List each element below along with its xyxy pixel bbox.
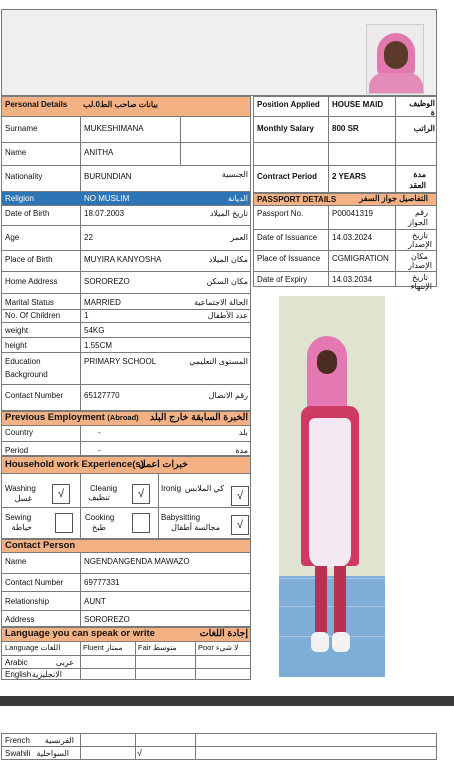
ironing-checkbox[interactable]: √: [231, 486, 249, 506]
language-title-ar: إجادة اللغات: [199, 628, 248, 639]
expiry-date-value: 14.03.2034: [332, 275, 373, 284]
personal-details-title-ar: بيانات صاحب الط0.لب: [83, 100, 158, 109]
page-break-bar: [0, 696, 454, 706]
nationality-label: Nationality: [5, 172, 43, 181]
employment-country-value: -: [98, 428, 101, 437]
passport-photo: [366, 24, 424, 94]
babysitting-label-ar: مجالسة أطفال: [171, 523, 220, 532]
household-title-ar: خبرات اعمل: [138, 459, 188, 470]
age-label-ar: العمر: [230, 233, 248, 242]
religion-label: Religion: [5, 194, 34, 203]
address-label-ar: مكان السكن: [206, 277, 248, 286]
full-body-photo: [279, 296, 385, 677]
name-value: ANITHA: [84, 148, 114, 157]
cooking-label: Cooking: [85, 513, 115, 522]
contract-period-ar1: مدة: [413, 170, 426, 179]
contact-person-number-label: Contact Number: [5, 578, 64, 587]
issuance-place-value: CGMIGRATION: [332, 254, 389, 263]
contact-person-title: Contact Person: [5, 540, 76, 551]
issuance-date-value: 14.03.2024: [332, 233, 373, 242]
pob-label: Place of Birth: [5, 255, 53, 264]
fair-col-header: Fair متوسط: [138, 643, 177, 652]
children-label-ar: عدد الأطفال: [207, 311, 248, 320]
expiry-date-ar2: الإنتهاء: [410, 282, 432, 291]
height-value: 1.55CM: [84, 341, 113, 350]
dob-label-ar: تاريخ الميلاد: [209, 209, 248, 218]
contact-label: Contact Number: [5, 391, 64, 400]
passport-no-ar1: رقم: [414, 208, 428, 217]
ironing-label: Ironig: [161, 484, 182, 493]
expiry-date-label: Date of Expiry: [257, 275, 308, 284]
sewing-label-ar: خياطة: [11, 523, 32, 532]
swahili-label-ar: السواحلية: [36, 749, 69, 758]
cooking-checkbox[interactable]: [132, 513, 150, 533]
household-title: Household work Experience(s): [5, 459, 144, 470]
issuance-date-ar1: تاريخ: [412, 231, 428, 240]
passport-no-label: Passport No.: [257, 209, 304, 218]
contact-person-name-label: Name: [5, 557, 27, 566]
contact-person-number-value: 69777331: [84, 578, 120, 587]
employment-period-value: -: [98, 446, 101, 455]
contact-person-name-value: NGENDANGENDA MAWAZO: [84, 557, 190, 566]
salary-label-ar: الراتب: [413, 124, 435, 133]
contract-period-ar2: العقد: [409, 181, 426, 190]
position-applied-value: HOUSE MAID: [332, 100, 384, 109]
passport-title-ar: التفاصيل جواز السفر: [359, 194, 428, 203]
passport-no-value: P00041319: [332, 209, 373, 218]
contact-person-address-label: Address: [5, 615, 35, 624]
contract-period-value: 2 YEARS: [332, 172, 367, 181]
age-value: 22: [84, 233, 93, 242]
salary-label: Monthly Salary: [257, 124, 314, 133]
pob-label-ar: مكان الميلاد: [208, 255, 248, 264]
weight-label: weight: [5, 326, 29, 335]
english-label: English: [5, 670, 32, 679]
issuance-place-ar2: الإصدار: [408, 261, 432, 270]
contact-person-relation-value: AUNT: [84, 597, 106, 606]
children-value: 1: [84, 311, 89, 320]
pob-value: MUYIRA KANYOSHA: [84, 255, 162, 264]
arabic-label-ar: عربى: [55, 658, 74, 667]
issuance-place-ar1: مكان: [410, 252, 428, 261]
sewing-checkbox[interactable]: [55, 513, 73, 533]
weight-value: 54KG: [84, 326, 105, 335]
cleaning-label: Cleanig: [90, 484, 118, 493]
religion-value: NO MUSLIM: [84, 194, 130, 203]
religion-label-ar: الديانة: [227, 194, 248, 203]
english-label-ar: الانجليزية: [31, 670, 62, 679]
employment-period-label: Period: [5, 446, 29, 455]
cleaning-checkbox[interactable]: √: [132, 484, 150, 504]
surname-label: Surname: [5, 124, 38, 133]
french-label: French: [5, 736, 30, 745]
french-label-ar: الفرنسية: [44, 736, 74, 745]
employment-period-ar: مدة: [235, 446, 248, 455]
washing-label: Washing: [5, 484, 36, 493]
contact-person-address-value: SOROREZO: [84, 615, 130, 624]
previous-employment-title: Previous Employment (Abroad): [5, 412, 139, 423]
height-label: height: [5, 341, 27, 350]
education-label-ar: المستوى التعليمي: [189, 357, 248, 366]
dob-value: 18.07.2003: [84, 209, 125, 218]
marital-label: Marital Status: [5, 298, 54, 307]
washing-checkbox[interactable]: √: [52, 484, 70, 504]
poor-col-header: Poor لا شيء: [198, 643, 239, 652]
nationality-label-ar: الجنسية: [221, 170, 248, 179]
employment-country-label: Country: [5, 428, 34, 437]
babysitting-checkbox[interactable]: √: [231, 515, 249, 535]
issuance-date-ar2: الإصدار: [408, 240, 432, 249]
position-applied-ar2: ة: [430, 108, 435, 117]
contact-person-relation-label: Relationship: [5, 597, 50, 606]
position-applied-ar1: الوظيف: [409, 99, 435, 108]
salary-value: 800 SR: [332, 124, 359, 133]
washing-label-ar: غسل: [14, 494, 32, 503]
contract-period-label: Contract Period: [257, 172, 318, 181]
contact-value: 65127770: [84, 391, 120, 400]
age-label: Age: [5, 233, 20, 242]
language-title: Language you can speak or write: [5, 628, 155, 639]
position-applied-label: Position Applied: [257, 100, 320, 109]
sewing-label: Sewing: [5, 513, 32, 522]
address-value: SOROREZO: [84, 277, 130, 286]
swahili-label: Swahili: [5, 749, 31, 758]
passport-no-ar2: الجواز: [407, 218, 428, 227]
address-label: Home Address: [5, 277, 58, 286]
education-value: PRIMARY SCHOOL: [84, 357, 157, 366]
marital-value: MARRIED: [84, 298, 121, 307]
personal-details-title: Personal Details: [5, 100, 68, 109]
passport-title: PASSPORT DETAILS: [257, 195, 337, 204]
contact-label-ar: رقم الاتصال: [208, 391, 248, 400]
education-label-line1: Education: [5, 357, 41, 366]
ironing-label-ar: كي الملابس: [184, 484, 224, 493]
language-col-header: Language اللغات: [5, 643, 61, 652]
nationality-value: BURUNDIAN: [84, 172, 132, 181]
expiry-date-ar1: تاريخ: [412, 273, 428, 282]
issuance-place-label: Place of Issuance: [257, 254, 321, 263]
issuance-date-label: Date of Issuance: [257, 233, 318, 242]
cleaning-label-ar: تنظيف: [88, 493, 110, 502]
cooking-label-ar: طبخ: [92, 523, 106, 532]
education-label-line2: Background: [5, 370, 48, 379]
marital-label-ar: الحالة الاجتماعية: [194, 298, 248, 307]
surname-value: MUKESHIMANA: [84, 124, 144, 133]
children-label: No. Of Children: [5, 311, 61, 320]
fluent-col-header: Fluent ممتاز: [83, 643, 123, 652]
previous-employment-title-ar: الخبرة السابقة خارج البلد: [149, 412, 248, 423]
employment-country-ar: بلد: [238, 428, 248, 437]
name-label: Name: [5, 148, 27, 157]
swahili-fair-mark[interactable]: √: [137, 748, 142, 758]
dob-label: Date of Birth: [5, 209, 50, 218]
babysitting-label: Babysitting: [161, 513, 201, 522]
arabic-label: Arabic: [5, 658, 28, 667]
